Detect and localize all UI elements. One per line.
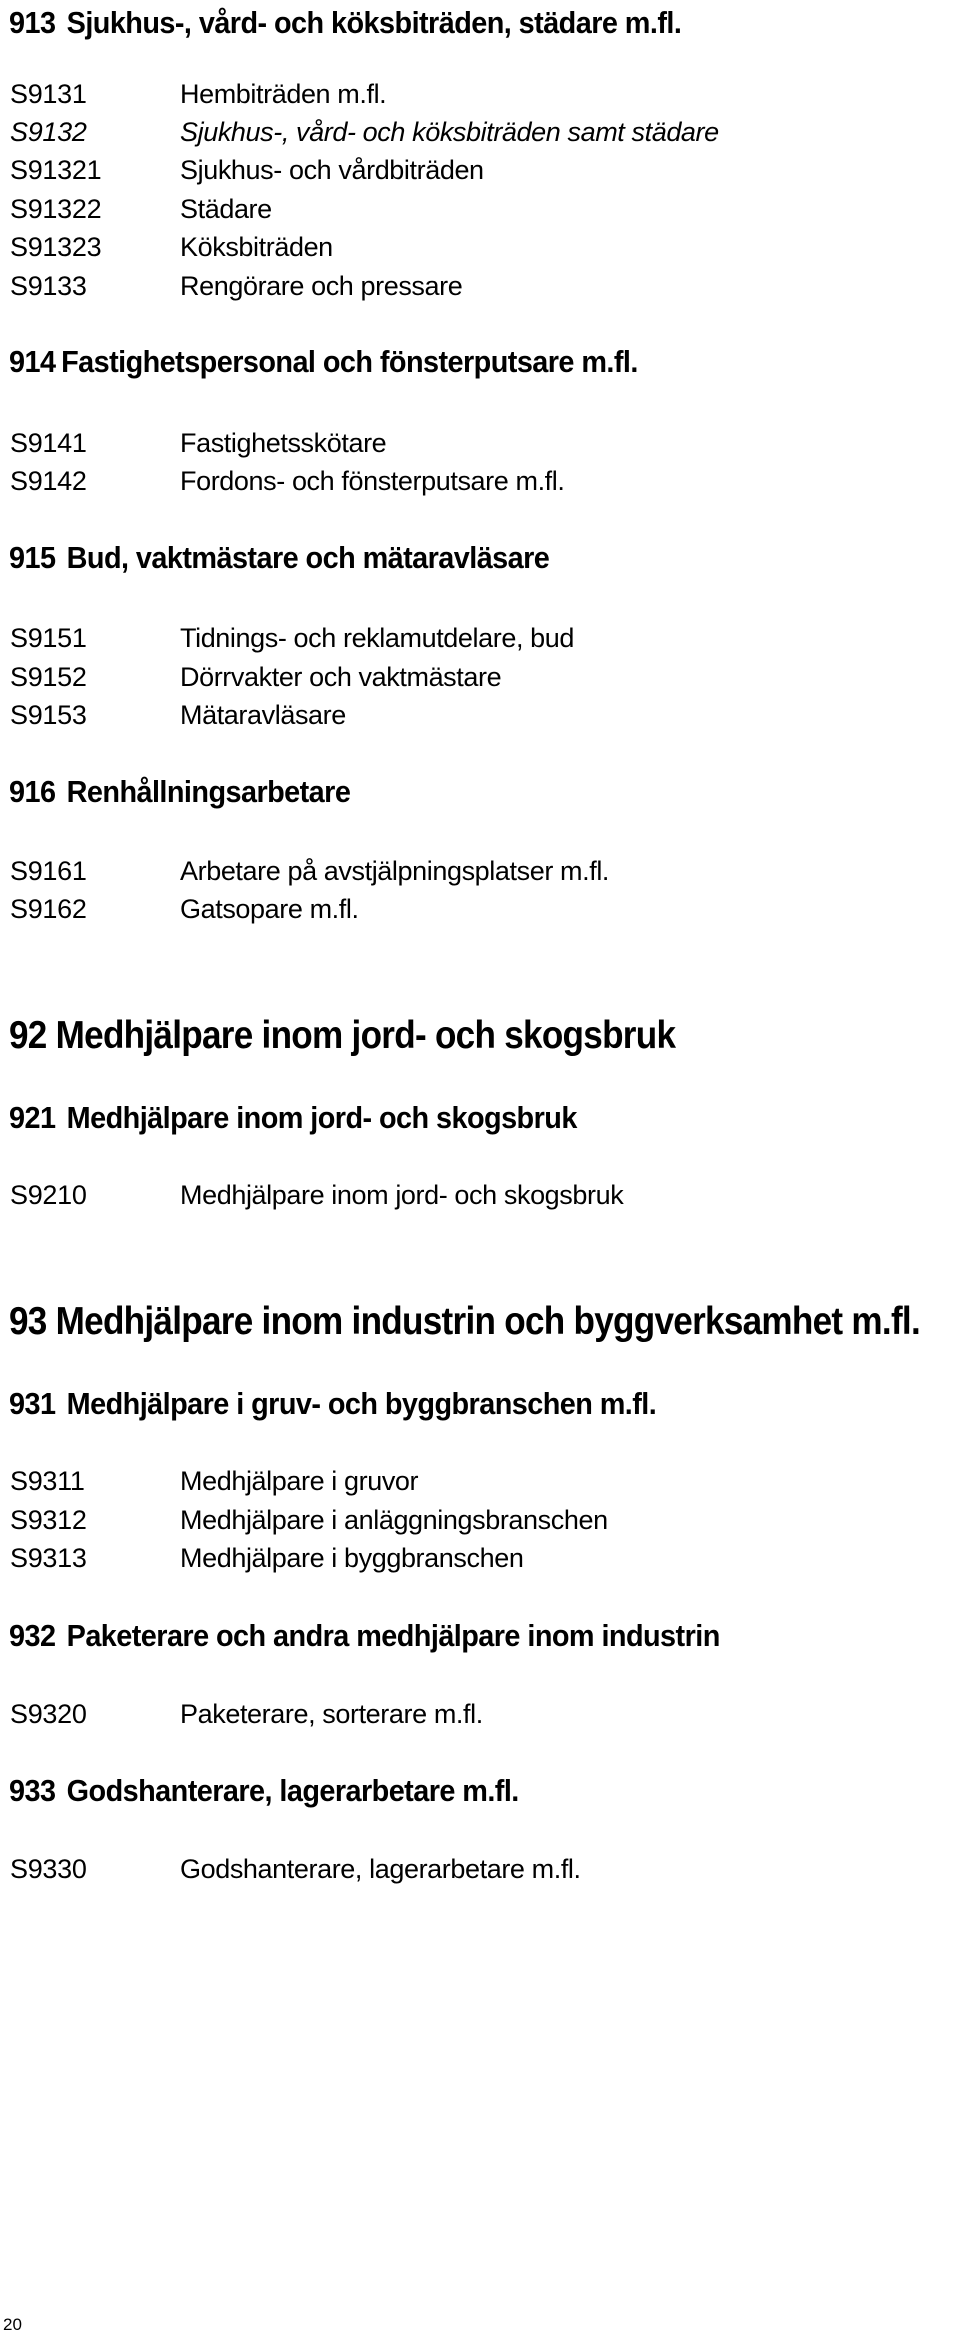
heading-title: Sjukhus-, vård- och köksbiträden, städare m.fl. — [66, 5, 682, 40]
title-S9320: Paketerare, sorterare m.fl. — [180, 1699, 483, 1729]
code-S9161: S9161 — [10, 856, 87, 886]
title-S9142: Fordons- och fönsterputsare m.fl. — [180, 466, 565, 496]
code-S9133: S9133 — [10, 271, 87, 301]
title-S9312: Medhjälpare i anläggningsbranschen — [180, 1505, 608, 1535]
title-S9162: Gatsopare m.fl. — [180, 894, 359, 924]
title-S9330: Godshanterare, lagerarbetare m.fl. — [180, 1854, 581, 1884]
code-S9311: S9311 — [10, 1466, 85, 1496]
heading-title: Bud, vaktmästare och mätaravläsare — [66, 540, 550, 575]
heading-915 — [9, 538, 549, 578]
title-S9153: Mätaravläsare — [180, 700, 346, 730]
code-S9330: S9330 — [10, 1854, 87, 1884]
code-S9320: S9320 — [10, 1699, 87, 1729]
heading-933 — [9, 1771, 519, 1811]
heading-913 — [9, 3, 681, 43]
title-S91321: Sjukhus- och vårdbiträden — [180, 155, 484, 185]
heading-number: 931 — [9, 1386, 56, 1421]
heading-number: 933 — [9, 1773, 56, 1808]
code-S9210: S9210 — [10, 1180, 87, 1210]
heading-title: Paketerare och andra medhjälpare inom industrin — [66, 1618, 720, 1653]
title-S91322: Städare — [180, 194, 272, 224]
code-S9132: S9132 — [10, 117, 87, 147]
heading-title: Renhållningsarbetare — [66, 774, 351, 809]
code-S9162: S9162 — [10, 894, 87, 924]
code-S9142: S9142 — [10, 466, 87, 496]
title-S9161: Arbetare på avstjälpningsplatser m.fl. — [180, 856, 610, 886]
code-S9153: S9153 — [10, 700, 87, 730]
code-S91323: S91323 — [10, 232, 102, 262]
title-S9210: Medhjälpare inom jord- och skogsbruk — [180, 1180, 624, 1210]
heading-931 — [9, 1384, 656, 1424]
heading-title: Fastighetspersonal och fönsterputsare m.fl. — [61, 344, 638, 379]
title-S9132: Sjukhus-, vård- och köksbiträden samt städare — [180, 117, 719, 147]
page-number: 20 — [3, 2315, 22, 2334]
title-S9141: Fastighetsskötare — [180, 428, 387, 458]
code-S91322: S91322 — [10, 194, 102, 224]
title-S9151: Tidnings- och reklamutdelare, bud — [180, 623, 575, 653]
code-S9312: S9312 — [10, 1505, 87, 1535]
major-heading-93: 93 Medhjälpare inom industrin och byggverksamhet m.fl. — [9, 1300, 920, 1343]
title-S9133: Rengörare och pressare — [180, 271, 463, 301]
code-S9141: S9141 — [10, 428, 87, 458]
heading-number: 914 — [9, 344, 56, 379]
code-S9152: S9152 — [10, 662, 87, 692]
code-S9313: S9313 — [10, 1543, 87, 1573]
heading-932 — [9, 1616, 720, 1656]
title-S9152: Dörrvakter och vaktmästare — [180, 662, 502, 692]
heading-title: Medhjälpare i gruv- och byggbranschen m.fl. — [66, 1386, 657, 1421]
heading-title: Medhjälpare inom jord- och skogsbruk — [66, 1100, 577, 1135]
heading-916 — [9, 772, 350, 812]
title-S9313: Medhjälpare i byggbranschen — [180, 1543, 524, 1573]
title-S9131: Hembiträden m.fl. — [180, 79, 387, 109]
heading-title: Godshanterare, lagerarbetare m.fl. — [66, 1773, 519, 1808]
major-heading-92: 92 Medhjälpare inom jord- och skogsbruk — [9, 1014, 676, 1057]
heading-921 — [9, 1098, 577, 1138]
heading-number: 921 — [9, 1100, 56, 1135]
title-S91323: Köksbiträden — [180, 232, 333, 262]
code-S9151: S9151 — [10, 623, 87, 653]
title-S9311: Medhjälpare i gruvor — [180, 1466, 419, 1496]
heading-number: 915 — [9, 540, 56, 575]
heading-number: 913 — [9, 5, 56, 40]
code-S91321: S91321 — [10, 155, 102, 185]
code-S9131: S9131 — [10, 79, 87, 109]
heading-number: 916 — [9, 774, 56, 809]
heading-914 — [9, 342, 638, 382]
heading-number: 932 — [9, 1618, 56, 1653]
